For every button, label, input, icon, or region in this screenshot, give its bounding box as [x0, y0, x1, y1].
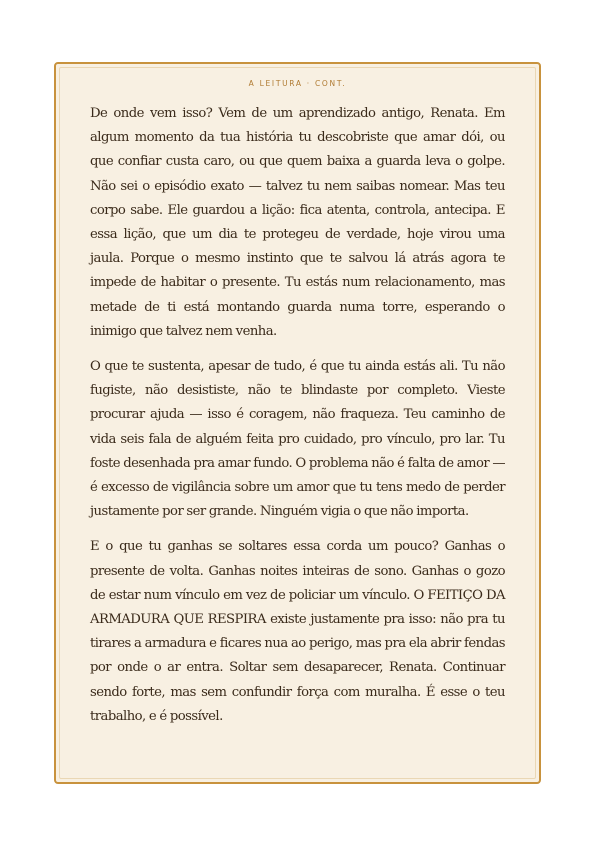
- paragraph-3: E o que tu ganhas se soltares essa corda um pouco? Ganhas o presente de volta. Ganhas noites inteiras de sono. Ganhas o gozo de estar num vínculo em vez de policiar um vínculo. O FEITIÇO DA ARMADURA QUE RESPIRA existe justamente pra isso: não pra tu tirares a armadura e ficares nua ao perigo, mas pra ela abrir fendas por onde o ar entra. Soltar sem desaparecer, Renata. Continuar sendo forte, mas sem confundir força com muralha. É esse o teu trabalho, e é possível.: [90, 539, 505, 724]
- page-frame: [54, 62, 541, 784]
- paragraph-2: O que te sustenta, apesar de tudo, é que tu ainda estás ali. Tu não fugiste, não desististe, não te blindaste por completo. Vieste procurar ajuda — isso é coragem, não fraqueza. Teu caminho de vida seis fala de alguém feita pro cuidado, pro vínculo, pro lar. Tu foste desenhada pra amar fundo. O problema não é falta de amor — é excesso de vigilância sobre um amor que tu tens medo de perder justamente por ser grande. Ninguém vigia o que não importa.: [90, 359, 505, 520]
- reading-text: [90, 102, 505, 740]
- section-header: A LEITURA · CONT.: [248, 79, 347, 88]
- paragraph-1: De onde vem isso? Vem de um aprendizado antigo, Renata. Em algum momento da tua história tu descobriste que amar dói, ou que confiar custa caro, ou que quem baixa a guarda leva o golpe. Não sei o episódio exato — talvez tu nem saibas nomear. Mas teu corpo sabe. Ele guardou a lição: fica atenta, controla, antecipa. E essa lição, que um dia te protegeu de verdade, hoje virou uma jaula. Porque o mesmo instinto que te salvou lá atrás agora te impede de habitar o presente. Tu estás num relacionamento, mas metade de ti está montando guarda numa torre, esperando o inimigo que talvez nem venha.: [90, 106, 505, 339]
